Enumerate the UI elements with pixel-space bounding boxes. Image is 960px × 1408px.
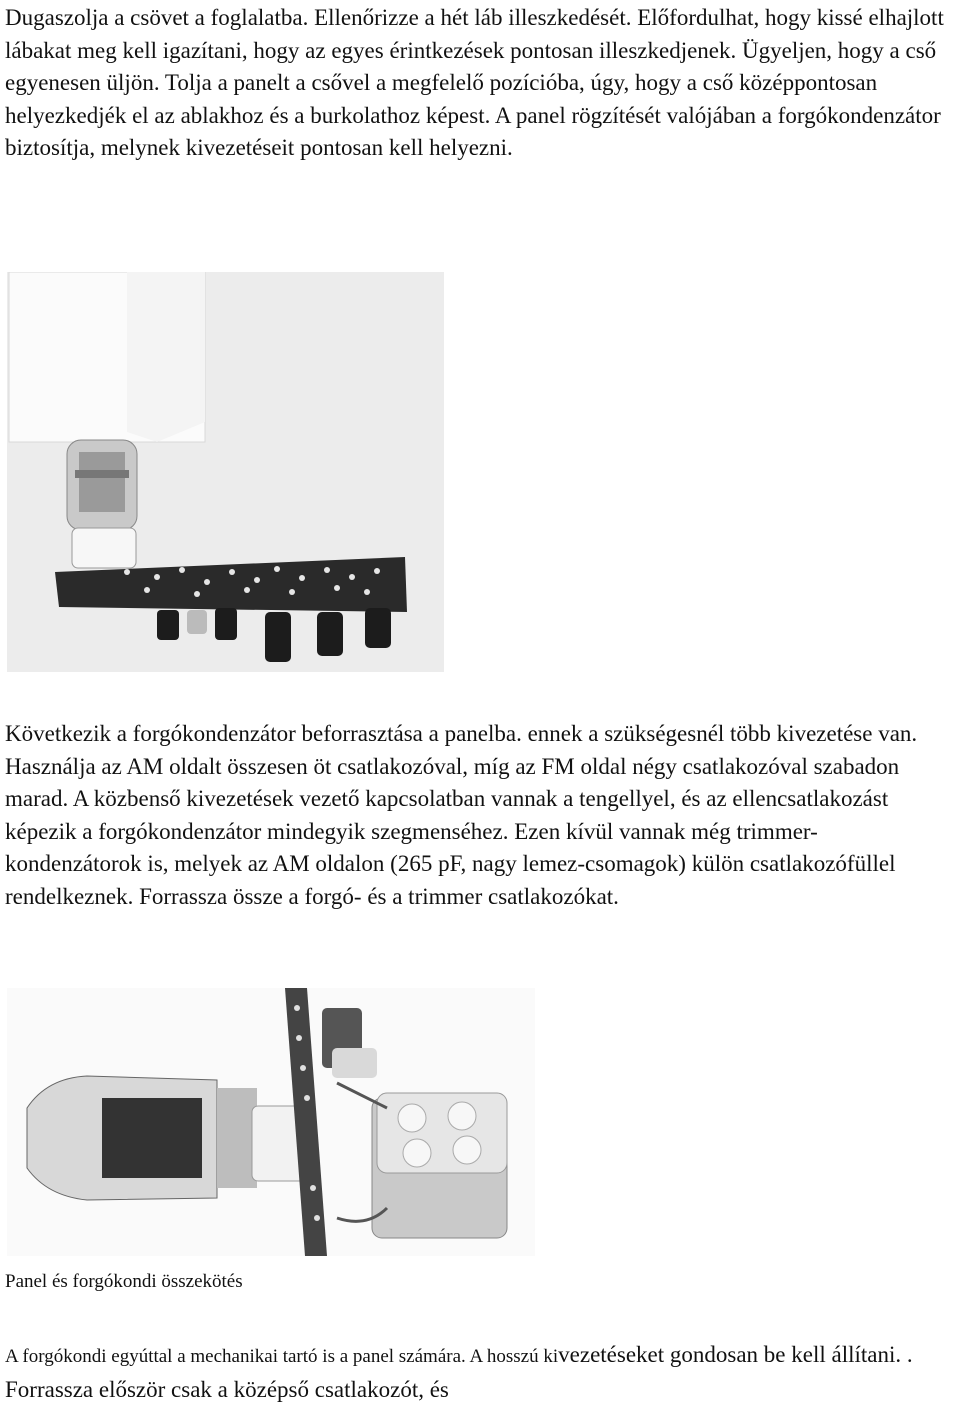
photo-caption: Panel és forgókondi összekötés — [5, 1271, 243, 1292]
paragraph-tube-insertion: Dugaszolja a csövet a foglalatba. Ellenőrizze a hét láb illeszkedését. Előfordulhat, hogy kissé elhajlott lábakat meg kell igazítani, hogy az egyes érintkezések pontosan illeszkedjenek. Ügyeljen, hogy a cső egyenesen üljön. Tolja a panelt a csővel a megfelelő pozícióba, úgy, hogy a cső középpontosan helyezkedjék el az ablakhoz és a burkolathoz képest. A panel rögzítését valójában a forgókondenzátor biztosítja, melynek kivezetéseit pontosan kell helyezni. — [5, 5, 944, 161]
tube-socket — [72, 528, 136, 568]
paragraph3-part3: gondosan be kell állítani. . Forrassza először csak a középső csatlakozót, és — [5, 1342, 913, 1402]
paragraph-mechanical-support — [5, 1338, 948, 1408]
photo-tube-panel — [7, 272, 444, 672]
photo-panel-capacitor — [7, 988, 535, 1256]
paragraph3-part1: A forgókondi egyúttal a mechanikai tartó is a panel számára. A hosszú ki — [5, 1346, 559, 1367]
paragraph3-part2: vezetéseket — [558, 1342, 665, 1367]
paragraph-capacitor-soldering: Következik a forgókondenzátor beforrasztása a panelba. ennek a szükségesnél több kivezetése van. Használja az AM oldalt összesen öt csatlakozóval, míg az FM oldal négy csatlakozóval szabadon marad. A közbenső kivezetések vezető kapcsolatban vannak a tengellyel, és az ellencsatlakozást képezik a forgókondenzátor mindegyik szegmenséhez. Ezen kívül vannak még trimmer-kondenzátorok is, melyek az AM oldalon (265 pF, nagy lemez-csomagok) külön csatlakozófüllel rendelkeznek. Forrassza össze a forgó- és a trimmer csatlakozókat. — [5, 721, 918, 909]
